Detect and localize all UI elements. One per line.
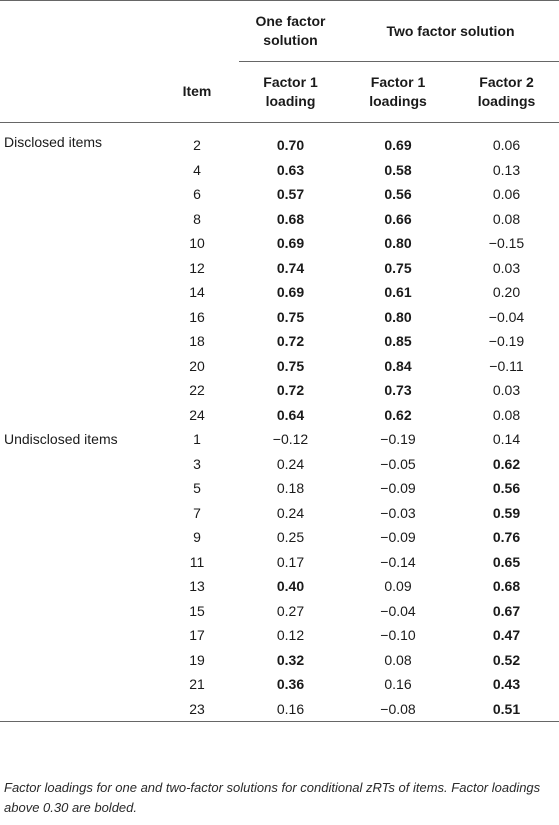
- group-label-empty-cell: [0, 599, 155, 624]
- table-row: [0, 403, 559, 428]
- one-factor-loading-cell: 0.24: [276, 455, 305, 472]
- group-label-empty-cell: [0, 182, 155, 207]
- table-row: [0, 697, 559, 722]
- group-label-empty-cell: [0, 256, 155, 281]
- two-factor-f2-loading-cell: 0.62: [492, 455, 521, 472]
- one-factor-loading-cell: 0.63: [276, 161, 305, 178]
- one-factor-loading-cell: 0.69: [276, 235, 305, 252]
- one-factor-loading-cell: 0.40: [276, 578, 305, 595]
- table-row: [0, 231, 559, 256]
- table-row: [0, 182, 559, 207]
- one-factor-loading-cell: 0.16: [239, 697, 342, 722]
- two-factor-f1-loading-cell: −0.10: [380, 627, 416, 644]
- group-label-empty-cell: [0, 525, 155, 550]
- two-factor-f2-loading-cell: 0.76: [492, 529, 521, 546]
- one-factor-loading-cell: 0.24: [276, 504, 305, 521]
- two-factor-f1-loading-cell: 0.58: [384, 161, 412, 178]
- item-cell: 15: [189, 602, 205, 619]
- table-row: [0, 123, 559, 158]
- two-factor-f1-loading-cell: 0.75: [384, 259, 412, 276]
- item-cell: 21: [189, 676, 205, 693]
- two-factor-f1-loading-cell: 0.62: [384, 406, 412, 423]
- group-label-empty-cell: [0, 697, 155, 722]
- table-footnote: Factor loadings for one and two-factor solutions for conditional zRTs of items. Factor loadings above 0.30 are bolded.: [4, 780, 541, 815]
- one-factor-loading-cell: 0.69: [276, 284, 305, 301]
- one-factor-loading-cell: 0.74: [276, 259, 305, 276]
- item-cell: 12: [189, 259, 205, 276]
- header-one-factor-solution: One factor solution: [239, 1, 342, 62]
- item-cell: 22: [189, 382, 205, 399]
- group-label-empty-cell: [0, 476, 155, 501]
- group-label-empty-cell: [0, 280, 155, 305]
- item-cell: 10: [189, 235, 205, 252]
- two-factor-f1-loading-cell: 0.61: [384, 284, 412, 301]
- group-label-empty-cell: [0, 623, 155, 648]
- two-factor-f1-loading-cell: −0.03: [380, 504, 416, 521]
- one-factor-loading-cell: 0.25: [276, 529, 305, 546]
- two-factor-f1-loading-cell: −0.08: [342, 697, 454, 722]
- two-factor-f2-loading-cell: 0.56: [492, 480, 521, 497]
- two-factor-f2-loading-cell: −0.19: [488, 333, 525, 350]
- two-factor-f2-loading-cell: −0.11: [489, 357, 524, 374]
- group-label-empty-cell: [0, 501, 155, 526]
- group-label-empty-cell: [0, 648, 155, 673]
- two-factor-f1-loading-cell: 0.80: [384, 308, 412, 325]
- header-factor1-loading: Factor 1 loading: [239, 62, 342, 123]
- table-row: [0, 280, 559, 305]
- two-factor-f1-loading-cell: 0.16: [384, 676, 412, 693]
- group-label-empty-cell: [0, 574, 155, 599]
- table-row: [0, 501, 559, 526]
- table-row: [0, 378, 559, 403]
- two-factor-f1-loading-cell: 0.85: [384, 333, 412, 350]
- two-factor-f2-loading-cell: 0.65: [492, 553, 521, 570]
- group-label-empty-cell: [0, 550, 155, 575]
- one-factor-loading-cell: 0.27: [276, 602, 305, 619]
- one-factor-loading-cell: 0.18: [276, 480, 305, 497]
- two-factor-f2-loading-cell: 0.03: [492, 382, 521, 399]
- table-row: [0, 574, 559, 599]
- table-row: [0, 672, 559, 697]
- two-factor-f1-loading-cell: −0.09: [380, 529, 416, 546]
- item-cell: 23: [155, 697, 239, 722]
- header-blank-cell: [0, 62, 155, 123]
- one-factor-loading-cell: 0.64: [276, 406, 305, 423]
- table-row: [0, 354, 559, 379]
- table-row: [0, 525, 559, 550]
- two-factor-f2-loading-cell: 0.06: [492, 186, 521, 203]
- two-factor-f1-loading-cell: 0.84: [384, 357, 412, 374]
- corner-blank-cell: [0, 1, 155, 62]
- group-label-empty-cell: [0, 305, 155, 330]
- table-row: [0, 599, 559, 624]
- two-factor-f1-loading-cell: 0.66: [384, 210, 412, 227]
- two-factor-f1-loading-cell: −0.04: [380, 602, 416, 619]
- group-label-empty-cell: [0, 672, 155, 697]
- group-label-empty-cell: [0, 378, 155, 403]
- one-factor-loading-cell: 0.70: [276, 137, 305, 154]
- item-cell: 3: [193, 455, 201, 472]
- item-cell: 19: [189, 651, 205, 668]
- two-factor-f2-loading-cell: 0.51: [454, 697, 559, 722]
- group-label: Disclosed items: [4, 134, 103, 150]
- item-cell: 14: [189, 284, 205, 301]
- item-cell: 1: [193, 431, 201, 448]
- group-label: Undisclosed items: [4, 431, 118, 447]
- header-factor1-loadings: Factor 1 loadings: [342, 62, 454, 123]
- one-factor-loading-cell: 0.57: [276, 186, 305, 203]
- header-item: Item: [155, 62, 239, 123]
- two-factor-f2-loading-cell: 0.08: [492, 406, 521, 423]
- item-cell: 24: [189, 406, 205, 423]
- item-cell: 16: [189, 308, 205, 325]
- two-factor-f2-loading-cell: 0.13: [492, 161, 521, 178]
- two-factor-f2-loading-cell: 0.03: [492, 259, 521, 276]
- two-factor-f1-loading-cell: 0.08: [384, 651, 412, 668]
- two-factor-f1-loading-cell: −0.09: [380, 480, 416, 497]
- one-factor-loading-cell: 0.12: [276, 627, 305, 644]
- group-label-empty-cell: [0, 329, 155, 354]
- table-row: [0, 305, 559, 330]
- one-factor-loading-cell: 0.32: [276, 651, 305, 668]
- two-factor-f2-loading-cell: 0.47: [492, 627, 521, 644]
- two-factor-f2-loading-cell: 0.43: [492, 676, 521, 693]
- two-factor-f1-loading-cell: 0.80: [384, 235, 412, 252]
- table-row: [0, 207, 559, 232]
- item-cell: 2: [193, 137, 201, 154]
- one-factor-loading-cell: 0.72: [276, 382, 305, 399]
- table-row: [0, 427, 559, 452]
- table-body: [0, 123, 559, 722]
- one-factor-loading-cell: 0.72: [276, 333, 305, 350]
- two-factor-f2-loading-cell: 0.52: [492, 651, 521, 668]
- item-cell: 4: [193, 161, 201, 178]
- header-factor2-loadings: Factor 2 loadings: [454, 62, 559, 123]
- item-cell: 7: [193, 504, 201, 521]
- one-factor-loading-cell: 0.36: [276, 676, 305, 693]
- two-factor-f1-loading-cell: 0.69: [384, 137, 412, 154]
- group-label-empty-cell: [0, 231, 155, 256]
- two-factor-f2-loading-cell: −0.04: [488, 308, 525, 325]
- table-row: [0, 648, 559, 673]
- item-cell: 17: [189, 627, 205, 644]
- one-factor-loading-cell: 0.75: [276, 308, 305, 325]
- two-factor-f1-loading-cell: −0.14: [380, 553, 416, 570]
- two-factor-f2-loading-cell: 0.59: [492, 504, 521, 521]
- header-two-factor-solution: Two factor solution: [342, 1, 559, 62]
- item-cell: 11: [189, 553, 205, 570]
- item-cell: 6: [193, 186, 201, 203]
- item-cell: 18: [189, 333, 205, 350]
- two-factor-f1-loading-cell: −0.05: [380, 455, 416, 472]
- two-factor-f2-loading-cell: 0.68: [492, 578, 521, 595]
- item-cell: 8: [193, 210, 201, 227]
- two-factor-f2-loading-cell: −0.15: [488, 235, 525, 252]
- one-factor-loading-cell: 0.75: [276, 357, 305, 374]
- item-cell: 9: [193, 529, 201, 546]
- two-factor-f2-loading-cell: 0.67: [492, 602, 521, 619]
- item-cell: 20: [189, 357, 205, 374]
- group-label-empty-cell: [0, 354, 155, 379]
- two-factor-f2-loading-cell: 0.14: [492, 431, 521, 448]
- two-factor-f2-loading-cell: 0.08: [492, 210, 521, 227]
- two-factor-f1-loading-cell: 0.09: [384, 578, 412, 595]
- two-factor-f1-loading-cell: −0.19: [380, 431, 416, 448]
- table-row: [0, 623, 559, 648]
- table-row: [0, 329, 559, 354]
- two-factor-f1-loading-cell: 0.73: [384, 382, 412, 399]
- group-label-empty-cell: [0, 207, 155, 232]
- one-factor-loading-cell: 0.68: [276, 210, 305, 227]
- one-factor-loading-cell: −0.12: [272, 431, 309, 448]
- two-factor-f2-loading-cell: 0.06: [492, 137, 521, 154]
- corner-blank-cell-2: [155, 1, 239, 62]
- item-cell: 5: [193, 480, 201, 497]
- table-row: [0, 550, 559, 575]
- two-factor-f1-loading-cell: 0.56: [384, 186, 412, 203]
- table-row: [0, 256, 559, 281]
- one-factor-loading-cell: 0.17: [276, 553, 305, 570]
- group-label-empty-cell: [0, 403, 155, 428]
- table-row: [0, 476, 559, 501]
- item-cell: 13: [189, 578, 205, 595]
- two-factor-f2-loading-cell: 0.20: [492, 284, 521, 301]
